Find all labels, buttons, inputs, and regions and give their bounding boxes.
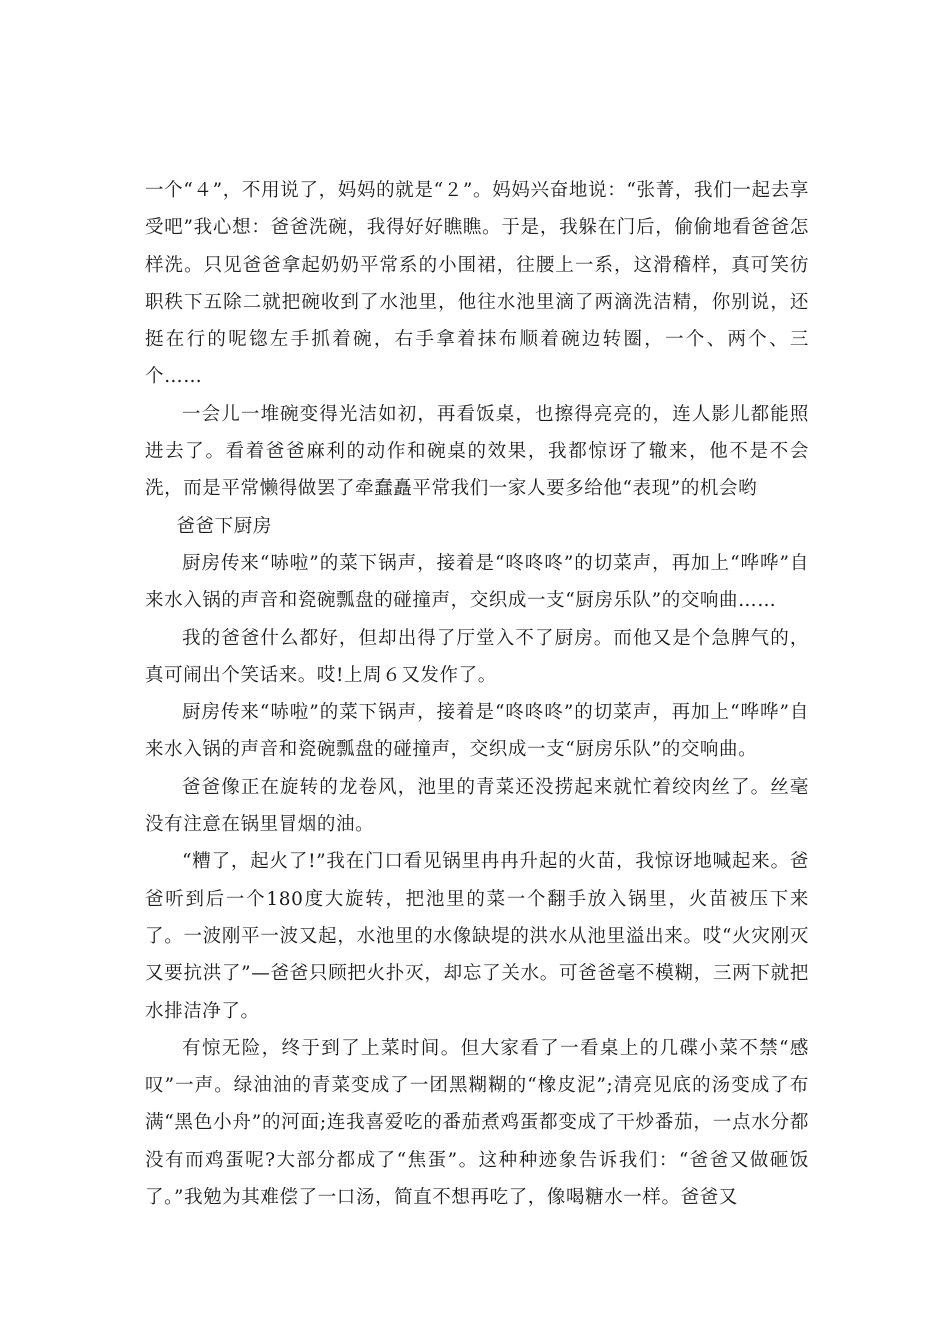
paragraph-5: 厨房传来“哧啦”的菜下锅声，接着是“咚咚咚”的切菜声，再加上“哗哗”自来水入锅的声音和瓷碗瓢盘的碰撞声，交织成一支“厨房乐队”的交响曲。 <box>145 702 809 761</box>
paragraph-6: 爸爸像正在旋转的龙卷风，池里的青菜还没捞起来就忙着绞肉丝了。丝毫没有注意在锅里冒烟的油。 <box>145 776 809 836</box>
paragraph-2: 一会儿一堆碗变得光洁如初，再看饭桌，也擦得亮亮的，连人影儿都能照进去了。看着爸爸麻利的动作和碗桌的效果，我都惊讶了辙来，他不是不会洗，而是平常懒得做罢了牵蠢矗平常我们一家人要多给他“表现”的机会哟 <box>145 403 809 500</box>
document-body <box>145 172 809 1216</box>
paragraph-4: 我的爸爸什么都好，但却出得了厅堂入不了厨房。而他又是个急脾气的，真可闹出个笑话来。哎!上周６又发作了。 <box>145 627 809 686</box>
paragraph-7: “糟了，起火了!”我在门口看见锅里冉冉升起的火苗，我惊讶地喊起来。爸爸听到后一个180度大旋转，把池里的菜一个翻手放入锅里，火苗被压下来了。一波刚平一波又起，水池里的水像缺堤的洪水从池里溢出来。哎“火灾刚灭又要抗洪了”—爸爸只顾把火扑灭，却忘了关水。可爸爸毫不模糊，三两下就把水排洁净了。 <box>145 851 809 1022</box>
section-title: 爸爸下厨房 <box>176 515 272 537</box>
paragraph-1: 一个“４”，不用说了，妈妈的就是“２”。妈妈兴奋地说：“张菁，我们一起去享受吧”我心想：爸爸洗碗，我得好好瞧瞧。于是，我躲在门后，偷偷地看爸爸怎样洗。只见爸爸拿起奶奶平常系的小围裙，往腰上一系，这滑稽样，真可笑彷职秩下五除二就把碗收到了水池里，他往水池里滴了两滴洗洁精，你别说，还挺在行的呢锪左手抓着碗，右手拿着抹布顺着碗边转圈，一个、两个、三个…… <box>145 180 809 388</box>
paragraph-8: 有惊无险，终于到了上菜时间。但大家看了一看桌上的几碟小菜不禁“感叹”一声。绿油油的青菜变成了一团黑糊糊的“橡皮泥”;清亮见底的汤变成了布满“黑色小舟”的河面;连我喜爱吃的番茄煮鸡蛋都变成了干炒番茄，一点水分都没有而鸡蛋呢?大部分都成了“焦蛋”。这种种迹象告诉我们：“爸爸又做砸饭了。”我勉为其难偿了一口汤，简直不想再吃了，像喝糖水一样。爸爸又 <box>145 1037 809 1209</box>
paragraph-3: 厨房传来“哧啦”的菜下锅声，接着是“咚咚咚”的切菜声，再加上“哗哗”自来水入锅的声音和瓷碗瓢盘的碰撞声，交织成一支“厨房乐队”的交响曲…… <box>145 552 809 612</box>
